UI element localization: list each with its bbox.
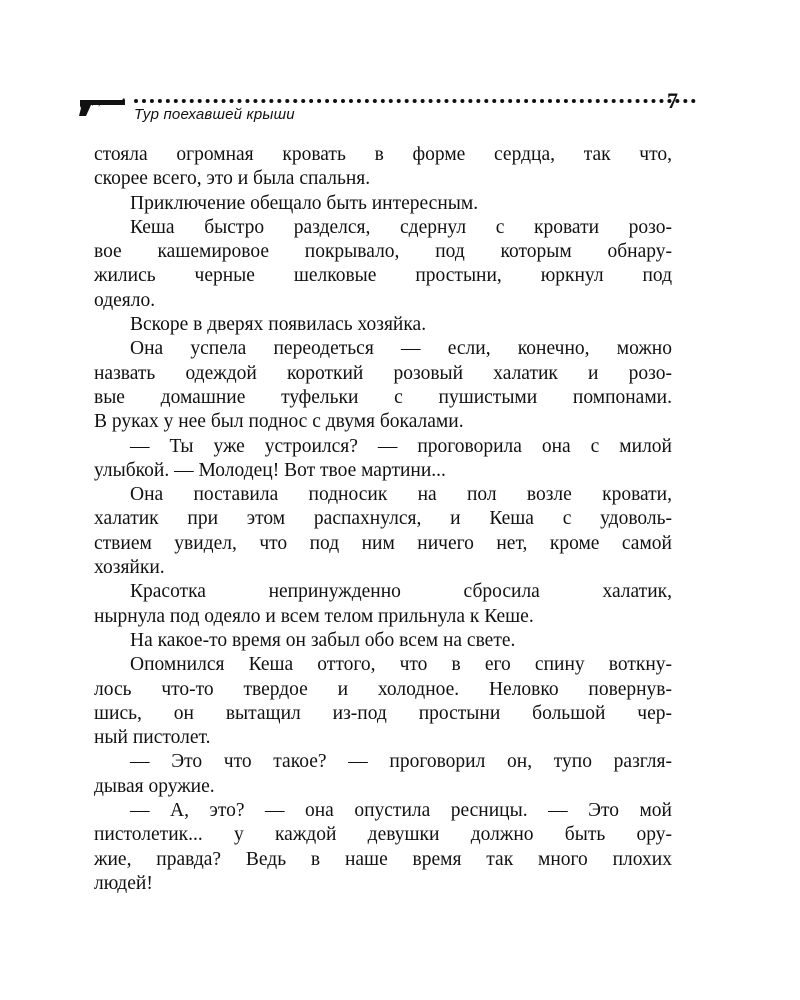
text-line: одеяло. bbox=[94, 289, 156, 311]
text-line: назвать одеждой короткий розовый халатик и розо- bbox=[94, 362, 672, 384]
text-line: скорее всего, это и была спальня. bbox=[94, 168, 371, 190]
text-line: лось что-то твердое и холодное. Неловко повернув- bbox=[94, 678, 672, 700]
text-line: жились черные шелковые простыни, юркнул под bbox=[94, 265, 672, 287]
text-line: халатик при этом распахнулся, и Кеша с удоволь- bbox=[94, 508, 672, 530]
gun-icon bbox=[78, 94, 126, 118]
running-title: Тур поехавшей крыши bbox=[134, 106, 295, 123]
text-line: улыбкой. — Молодец! Вот твое мартини... bbox=[94, 459, 446, 481]
text-line: — Ты уже устроился? — проговорила она с милой bbox=[130, 435, 672, 457]
body-text bbox=[94, 143, 672, 896]
page-number: 7 bbox=[667, 88, 678, 113]
text-line: Она успела переодеться — если, конечно, можно bbox=[130, 338, 672, 360]
text-line: шись, он вытащил из-под простыни большой чер- bbox=[94, 702, 672, 724]
text-line: Красотка непринужденно сбросила халатик, bbox=[130, 581, 672, 603]
page-header bbox=[78, 88, 678, 132]
text-line: — Это что такое? — проговорил он, тупо разгля- bbox=[130, 751, 672, 773]
text-line: пистолетик... у каждой девушки должно быть ору- bbox=[94, 824, 672, 846]
text-line: ствием увидел, что под ним ничего нет, кроме самой bbox=[94, 532, 672, 554]
text-line: дывая оружие. bbox=[94, 775, 215, 797]
text-line: вые домашние туфельки с пушистыми помпонами. bbox=[94, 386, 672, 408]
text-line: ный пистолет. bbox=[94, 727, 211, 749]
text-line: Опомнился Кеша оттого, что в его спину воткну- bbox=[130, 654, 672, 676]
text-line: вое кашемировое покрывало, под которым обнару- bbox=[94, 241, 672, 263]
text-line: жие, правда? Ведь в наше время так много плохих bbox=[94, 848, 672, 870]
text-line: Приключение обещало быть интересным. bbox=[130, 192, 479, 214]
text-line: — А, это? — она опустила ресницы. — Это мой bbox=[130, 800, 672, 822]
text-line: Вскоре в дверях появилась хозяйка. bbox=[130, 314, 427, 336]
text-line: нырнула под одеяло и всем телом прильнула к Кеше. bbox=[94, 605, 534, 627]
text-line: Кеша быстро разделся, сдернул с кровати розо- bbox=[130, 216, 672, 238]
text-line: На какое-то время он забыл обо всем на свете. bbox=[130, 629, 516, 651]
text-line: В руках у нее был поднос с двумя бокалами. bbox=[94, 411, 464, 433]
text-line: стояла огромная кровать в форме сердца, так что, bbox=[94, 144, 672, 165]
text-line: людей! bbox=[94, 872, 153, 894]
text-line: хозяйки. bbox=[94, 557, 165, 579]
header-dotted-rule bbox=[134, 99, 696, 103]
text-line: Она поставила подносик на пол возле кровати, bbox=[130, 484, 672, 506]
